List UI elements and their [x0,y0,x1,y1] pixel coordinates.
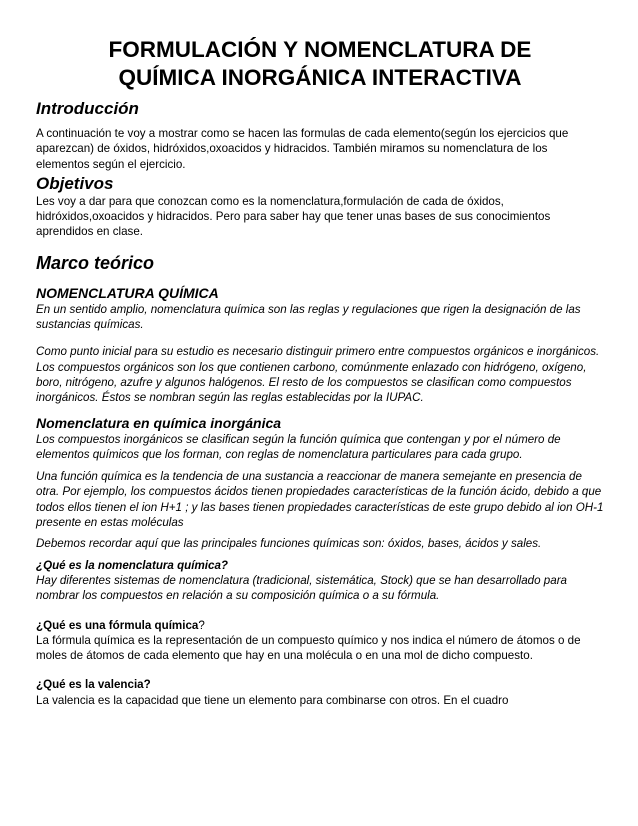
function-text: Una función química es la tendencia de una sustancia a reaccionar de manera semejante en presencia de otra. Por ejemplo, los compuestos ácidos tienen propiedades características de la función ácido, debido a que todos ellos tienen el ion H+1 ; y las bases tienen propiedades características de este grupo debido al ion OH-1 presente en estas moléculas [36,470,604,530]
title-line-2: QUÍMICA INORGÁNICA INTERACTIVA [118,65,522,90]
q3-heading: ¿Qué es la valencia? [36,678,151,692]
q2-heading-mark: ? [198,618,205,632]
organic-text-2: Los compuestos orgánicos son los que contienen carbono, comúnmente enlazado con hidrógeno, oxígeno, boro, nitrógeno, azufre y algunos halógenos. El resto de los compuestos se clasifican como compuestos inorgánicos. Éstos se nombran según las reglas establecidas por la IUPAC. [36,360,587,405]
objectives-heading: Objetivos [36,173,114,193]
q3-text: La valencia es la capacidad que tiene un elemento para combinarse con otros. En el cuadro [36,693,509,707]
intro-text: A continuación te voy a mostrar como se hacen las formulas de cada elemento(según los ejercicios que aparezcan) de óxidos, hidróxidos,oxoacidos y hidracidos. También miramos su nomenclatura de los elementos según el ejercicio. [36,127,569,171]
q2-heading [36,618,604,633]
document-page [36,36,604,708]
title-line-1: FORMULACIÓN Y NOMENCLATURA DE [108,37,532,62]
q2-text: La fórmula química es la representación de un compuesto químico y nos indica el número de átomos o de moles de átomos de cada elemento que hay en una molécula o en una mol de dicho compuesto. [36,633,581,663]
document-title [36,36,604,92]
q1-heading: ¿Qué es la nomenclatura química? [36,558,228,572]
inorganic-heading: Nomenclatura en química inorgánica [36,414,282,431]
functions-list-text: Debemos recordar aquí que las principales funciones químicas son: óxidos, bases, ácidos y sales. [36,537,542,551]
nomenclature-text: En un sentido amplio, nomenclatura química son las reglas y regulaciones que rigen la designación de las sustancias químicas. [36,302,581,332]
intro-heading: Introducción [36,99,139,118]
inorganic-text: Los compuestos inorgánicos se clasifican según la función química que contengan y por el número de elementos químicos que los forman, con reglas de nomenclatura particulares para cada grupo. [36,432,561,461]
objectives-text: Les voy a dar para que conozcan como es la nomenclatura,formulación de cada de óxidos, hidróxidos,oxoacidos y hidracidos. Pero para saber hay que tener unas bases de sus conocimientos aprendidos en clase. [36,194,551,239]
q2-heading-bold: ¿Qué es una fórmula química [36,618,199,632]
nomenclature-heading: NOMENCLATURA QUÍMICA [36,284,219,301]
q1-text: Hay diferentes sistemas de nomenclatura (tradicional, sistemática, Stock) que se han desarrollado para nombrar los compuestos en relación a su composición química o a su fórmula. [36,573,568,603]
theory-heading: Marco teórico [36,252,155,273]
organic-text-1: Como punto inicial para su estudio es necesario distinguir primero entre compuestos orgánicos e inorgánicos. [36,345,600,359]
